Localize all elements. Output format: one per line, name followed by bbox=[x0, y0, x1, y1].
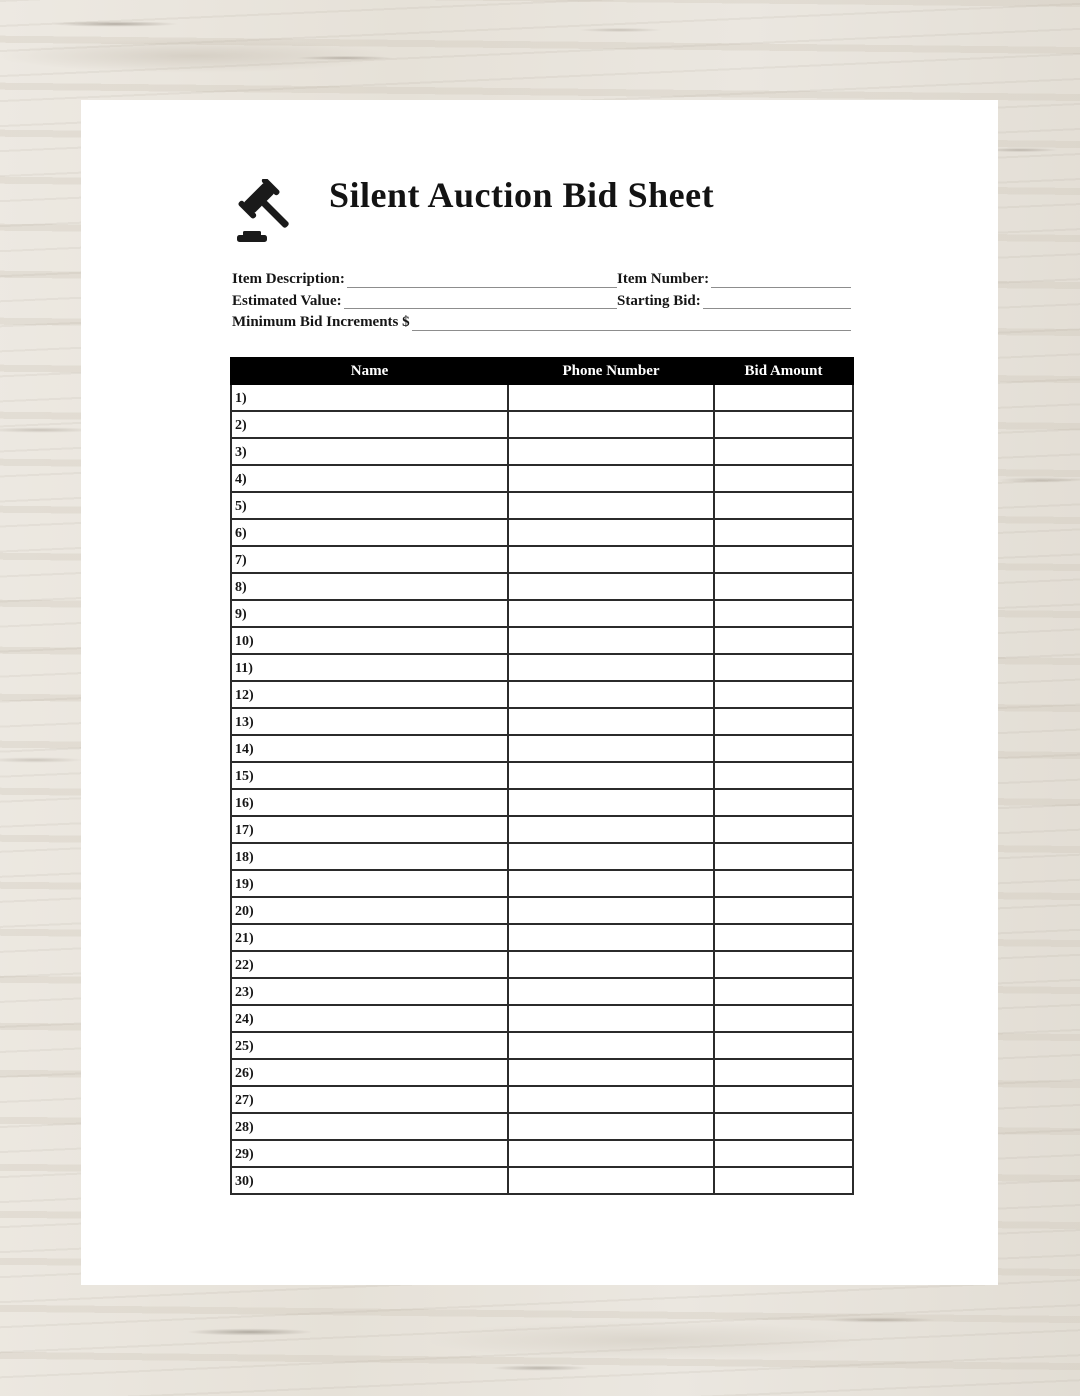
row-number: 26) bbox=[235, 1065, 254, 1081]
bid-amount-cell bbox=[714, 1113, 853, 1140]
name-cell bbox=[231, 627, 508, 654]
page-title: Silent Auction Bid Sheet bbox=[329, 175, 715, 215]
name-cell bbox=[231, 519, 508, 546]
row-number: 1) bbox=[235, 390, 247, 406]
form-row-2 bbox=[232, 288, 851, 310]
phone-number-cell bbox=[508, 870, 714, 897]
name-cell bbox=[231, 870, 508, 897]
phone-number-cell bbox=[508, 708, 714, 735]
name-cell bbox=[231, 1113, 508, 1140]
item-number-field bbox=[617, 271, 851, 288]
row-number: 25) bbox=[235, 1038, 254, 1054]
row-number: 13) bbox=[235, 714, 254, 730]
starting-bid-field bbox=[617, 293, 851, 310]
row-number: 16) bbox=[235, 795, 254, 811]
table-row bbox=[231, 654, 853, 681]
row-number: 21) bbox=[235, 930, 254, 946]
row-number: 17) bbox=[235, 822, 254, 838]
table-row bbox=[231, 573, 853, 600]
name-cell bbox=[231, 843, 508, 870]
item-number-label: Item Number: bbox=[617, 271, 710, 287]
name-cell bbox=[231, 492, 508, 519]
table-row bbox=[231, 735, 853, 762]
name-cell bbox=[231, 708, 508, 735]
estimated-value-field bbox=[232, 293, 617, 310]
table-row bbox=[231, 1005, 853, 1032]
name-cell bbox=[231, 789, 508, 816]
bid-amount-column-header: Bid Amount bbox=[714, 358, 853, 384]
bid-amount-cell bbox=[714, 546, 853, 573]
estimated-value-write-line bbox=[344, 307, 617, 309]
minimum-bid-increments-label: Minimum Bid Increments $ bbox=[232, 314, 410, 330]
bid-amount-cell bbox=[714, 384, 853, 411]
gavel-icon bbox=[235, 179, 291, 245]
row-number: 30) bbox=[235, 1173, 254, 1189]
phone-number-cell bbox=[508, 762, 714, 789]
bid-amount-cell bbox=[714, 573, 853, 600]
bid-amount-cell bbox=[714, 978, 853, 1005]
row-number: 27) bbox=[235, 1092, 254, 1108]
phone-number-column-header: Phone Number bbox=[508, 358, 714, 384]
table-row bbox=[231, 870, 853, 897]
name-cell bbox=[231, 1086, 508, 1113]
phone-number-cell bbox=[508, 789, 714, 816]
row-number: 7) bbox=[235, 552, 247, 568]
bid-amount-cell bbox=[714, 1167, 853, 1194]
bid-amount-cell bbox=[714, 951, 853, 978]
table-row bbox=[231, 789, 853, 816]
row-number: 15) bbox=[235, 768, 254, 784]
bid-amount-cell bbox=[714, 1032, 853, 1059]
row-number: 11) bbox=[235, 660, 253, 676]
name-cell bbox=[231, 924, 508, 951]
table-row bbox=[231, 411, 853, 438]
name-cell bbox=[231, 762, 508, 789]
name-cell bbox=[231, 978, 508, 1005]
phone-number-cell bbox=[508, 654, 714, 681]
bid-amount-cell bbox=[714, 708, 853, 735]
bid-amount-cell bbox=[714, 870, 853, 897]
phone-number-cell bbox=[508, 1140, 714, 1167]
phone-number-cell bbox=[508, 1032, 714, 1059]
row-number: 6) bbox=[235, 525, 247, 541]
phone-number-cell bbox=[508, 1086, 714, 1113]
phone-number-cell bbox=[508, 924, 714, 951]
table-row bbox=[231, 816, 853, 843]
bid-amount-cell bbox=[714, 843, 853, 870]
minimum-bid-increments-field bbox=[232, 314, 851, 331]
name-cell bbox=[231, 411, 508, 438]
name-cell bbox=[231, 438, 508, 465]
table-row bbox=[231, 1086, 853, 1113]
table-row bbox=[231, 1113, 853, 1140]
row-number: 18) bbox=[235, 849, 254, 865]
name-cell bbox=[231, 654, 508, 681]
phone-number-cell bbox=[508, 951, 714, 978]
name-cell bbox=[231, 384, 508, 411]
table-row bbox=[231, 978, 853, 1005]
phone-number-cell bbox=[508, 519, 714, 546]
row-number: 28) bbox=[235, 1119, 254, 1135]
name-cell bbox=[231, 573, 508, 600]
name-cell bbox=[231, 600, 508, 627]
phone-number-cell bbox=[508, 843, 714, 870]
row-number: 3) bbox=[235, 444, 247, 460]
bid-amount-cell bbox=[714, 681, 853, 708]
minimum-bid-increments-write-line bbox=[412, 329, 851, 331]
name-cell bbox=[231, 1032, 508, 1059]
table-row bbox=[231, 1059, 853, 1086]
table-row bbox=[231, 546, 853, 573]
bid-amount-cell bbox=[714, 897, 853, 924]
name-cell bbox=[231, 1167, 508, 1194]
bid-amount-cell bbox=[714, 1086, 853, 1113]
phone-number-cell bbox=[508, 1113, 714, 1140]
phone-number-cell bbox=[508, 438, 714, 465]
row-number: 2) bbox=[235, 417, 247, 433]
table-row bbox=[231, 1167, 853, 1194]
phone-number-cell bbox=[508, 681, 714, 708]
bid-table-header-row bbox=[231, 358, 853, 384]
phone-number-cell bbox=[508, 1167, 714, 1194]
bid-amount-cell bbox=[714, 735, 853, 762]
phone-number-cell bbox=[508, 816, 714, 843]
item-description-label: Item Description: bbox=[232, 271, 345, 287]
row-number: 20) bbox=[235, 903, 254, 919]
table-row bbox=[231, 438, 853, 465]
bid-amount-cell bbox=[714, 654, 853, 681]
name-column-header: Name bbox=[231, 358, 508, 384]
phone-number-cell bbox=[508, 384, 714, 411]
name-cell bbox=[231, 681, 508, 708]
item-description-write-line bbox=[347, 286, 617, 288]
bid-amount-cell bbox=[714, 411, 853, 438]
table-row bbox=[231, 708, 853, 735]
table-row bbox=[231, 924, 853, 951]
row-number: 14) bbox=[235, 741, 254, 757]
bid-amount-cell bbox=[714, 1059, 853, 1086]
form-row-1 bbox=[232, 266, 851, 288]
table-row bbox=[231, 681, 853, 708]
phone-number-cell bbox=[508, 1059, 714, 1086]
phone-number-cell bbox=[508, 411, 714, 438]
phone-number-cell bbox=[508, 546, 714, 573]
bid-table bbox=[230, 357, 854, 1195]
bid-amount-cell bbox=[714, 519, 853, 546]
starting-bid-label: Starting Bid: bbox=[617, 292, 701, 309]
phone-number-cell bbox=[508, 1005, 714, 1032]
table-row bbox=[231, 843, 853, 870]
item-number-write-line bbox=[711, 286, 851, 288]
table-row bbox=[231, 1032, 853, 1059]
name-cell bbox=[231, 897, 508, 924]
table-row bbox=[231, 1140, 853, 1167]
phone-number-cell bbox=[508, 627, 714, 654]
name-cell bbox=[231, 546, 508, 573]
table-row bbox=[231, 465, 853, 492]
row-number: 23) bbox=[235, 984, 254, 1000]
item-description-field bbox=[232, 271, 617, 288]
row-number: 24) bbox=[235, 1011, 254, 1027]
bid-amount-cell bbox=[714, 789, 853, 816]
bid-amount-cell bbox=[714, 600, 853, 627]
table-row bbox=[231, 600, 853, 627]
bid-amount-cell bbox=[714, 438, 853, 465]
bid-amount-cell bbox=[714, 627, 853, 654]
name-cell bbox=[231, 1005, 508, 1032]
table-row bbox=[231, 951, 853, 978]
name-cell bbox=[231, 1059, 508, 1086]
bid-amount-cell bbox=[714, 924, 853, 951]
phone-number-cell bbox=[508, 978, 714, 1005]
estimated-value-label: Estimated Value: bbox=[232, 292, 342, 309]
row-number: 19) bbox=[235, 876, 254, 892]
name-cell bbox=[231, 816, 508, 843]
form-row-3 bbox=[232, 309, 851, 331]
name-cell bbox=[231, 465, 508, 492]
bid-amount-cell bbox=[714, 816, 853, 843]
name-cell bbox=[231, 735, 508, 762]
row-number: 4) bbox=[235, 471, 247, 487]
phone-number-cell bbox=[508, 573, 714, 600]
table-row bbox=[231, 762, 853, 789]
row-number: 29) bbox=[235, 1146, 254, 1162]
bid-table-body bbox=[231, 384, 853, 1194]
row-number: 8) bbox=[235, 579, 247, 595]
row-number: 9) bbox=[235, 606, 247, 622]
starting-bid-write-line bbox=[703, 307, 851, 309]
bid-amount-cell bbox=[714, 1140, 853, 1167]
phone-number-cell bbox=[508, 465, 714, 492]
name-cell bbox=[231, 951, 508, 978]
name-cell bbox=[231, 1140, 508, 1167]
table-row bbox=[231, 627, 853, 654]
bid-sheet-page bbox=[81, 100, 998, 1285]
row-number: 10) bbox=[235, 633, 254, 649]
phone-number-cell bbox=[508, 897, 714, 924]
table-row bbox=[231, 519, 853, 546]
bid-amount-cell bbox=[714, 762, 853, 789]
table-row bbox=[231, 492, 853, 519]
phone-number-cell bbox=[508, 492, 714, 519]
phone-number-cell bbox=[508, 735, 714, 762]
row-number: 5) bbox=[235, 498, 247, 514]
bid-amount-cell bbox=[714, 492, 853, 519]
table-row bbox=[231, 897, 853, 924]
row-number: 12) bbox=[235, 687, 254, 703]
item-info-form bbox=[232, 266, 851, 331]
phone-number-cell bbox=[508, 600, 714, 627]
bid-amount-cell bbox=[714, 465, 853, 492]
table-row bbox=[231, 384, 853, 411]
bid-amount-cell bbox=[714, 1005, 853, 1032]
row-number: 22) bbox=[235, 957, 254, 973]
